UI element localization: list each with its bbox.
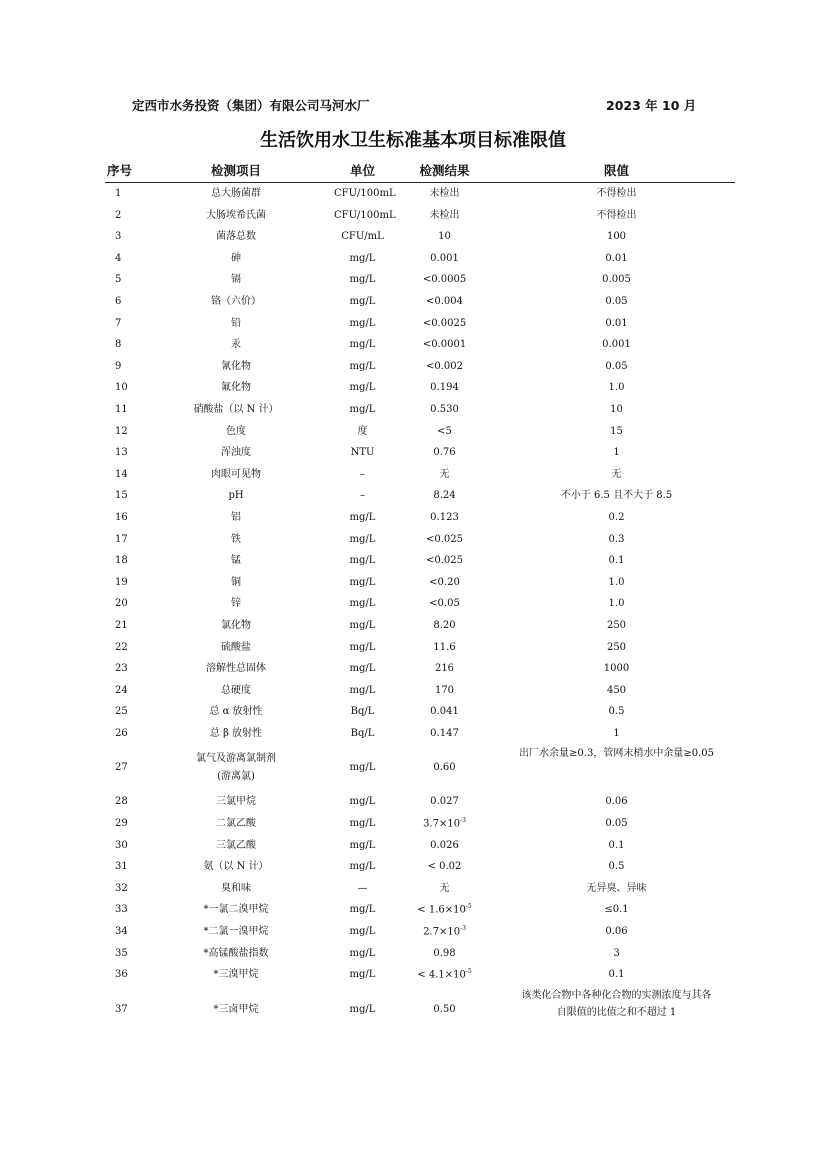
unit-cell: mg/L bbox=[349, 598, 376, 610]
result-cell: 8.20 bbox=[433, 619, 456, 631]
result-cell: <0.002 bbox=[425, 360, 463, 372]
item-name: 总 β 放射性 bbox=[209, 727, 263, 739]
limit-cell: 0.01 bbox=[605, 317, 628, 329]
row-number: 27 bbox=[115, 762, 128, 774]
result-cell bbox=[391, 964, 498, 986]
item-cell bbox=[138, 485, 334, 507]
document-title: 生活饮用水卫生标准基本项目标准限值 bbox=[260, 130, 566, 151]
unit-cell: mg/L bbox=[349, 762, 376, 774]
result-cell: 0.001 bbox=[430, 252, 459, 264]
limit-cell: 0.5 bbox=[608, 706, 625, 718]
column-header-result: 检测结果 bbox=[391, 158, 498, 183]
row-number: 35 bbox=[115, 947, 128, 959]
limit-cell: 0.06 bbox=[605, 796, 628, 808]
row-number: 17 bbox=[115, 533, 128, 545]
limit-cell: 0.5 bbox=[608, 861, 625, 873]
unit-cell: mg/L bbox=[349, 619, 376, 631]
item-cell bbox=[138, 701, 334, 723]
table-row bbox=[105, 744, 735, 791]
result-cell: 无 bbox=[439, 882, 450, 894]
limit-line2: 自限值的比值之和不超过 1 bbox=[556, 1007, 677, 1019]
row-number: 20 bbox=[115, 598, 128, 610]
result-cell: 未检出 bbox=[429, 209, 460, 221]
table-body bbox=[105, 183, 735, 1033]
column-header-limit: 限值 bbox=[498, 158, 735, 183]
result-cell: <5 bbox=[437, 425, 452, 437]
limit-cell: 1.0 bbox=[608, 598, 625, 610]
item-cell bbox=[138, 964, 334, 986]
item-name: 硝酸盐（以 N 计） bbox=[193, 403, 279, 415]
row-number: 34 bbox=[115, 926, 128, 938]
column-header-item: 检测项目 bbox=[138, 158, 334, 183]
limit-line1: 该类化合物中各种化合物的实测浓度与其各 bbox=[521, 989, 712, 1001]
limit-cell: 0.05 bbox=[605, 360, 628, 372]
item-cell bbox=[138, 791, 334, 813]
item-name: 肉眼可见物 bbox=[211, 468, 261, 480]
limit-cell: 0.05 bbox=[605, 296, 628, 308]
table-row bbox=[105, 856, 735, 878]
item-name: 大肠埃希氏菌 bbox=[206, 209, 266, 221]
row-number: 32 bbox=[115, 882, 128, 894]
row-number: 5 bbox=[115, 274, 122, 286]
table-row bbox=[105, 550, 735, 572]
table-row bbox=[105, 636, 735, 658]
result-cell bbox=[391, 921, 498, 943]
table-row bbox=[105, 291, 735, 313]
unit-cell: CFU/100mL bbox=[334, 209, 396, 221]
row-number: 11 bbox=[115, 403, 128, 415]
row-number: 9 bbox=[115, 360, 122, 372]
table-row bbox=[105, 399, 735, 421]
result-value: 2.7×10 bbox=[423, 926, 461, 938]
row-number: 33 bbox=[115, 904, 128, 916]
limit-cell: 250 bbox=[606, 641, 627, 653]
result-cell: <0.05 bbox=[429, 598, 460, 610]
item-name: 铝 bbox=[231, 511, 241, 523]
result-value: 3.7×10 bbox=[423, 818, 461, 830]
row-number: 10 bbox=[115, 382, 128, 394]
row-number: 22 bbox=[115, 641, 128, 653]
unit-cell: – bbox=[360, 468, 365, 480]
item-cell bbox=[138, 356, 334, 378]
row-number: 37 bbox=[115, 1003, 128, 1015]
item-name: 镉 bbox=[231, 274, 241, 286]
limit-cell: 10 bbox=[610, 403, 623, 415]
item-name: 铬（六价） bbox=[211, 296, 261, 308]
result-cell: 未检出 bbox=[429, 188, 460, 200]
row-number: 28 bbox=[115, 796, 128, 808]
limit-cell: 1.0 bbox=[608, 382, 625, 394]
unit-cell: CFU/100mL bbox=[334, 188, 396, 200]
result-value: < 1.6×10 bbox=[417, 904, 466, 916]
item-cell bbox=[138, 986, 334, 1033]
row-number: 8 bbox=[115, 339, 122, 351]
table-row bbox=[105, 377, 735, 399]
result-cell: <0.0001 bbox=[422, 339, 467, 351]
unit-cell: mg/L bbox=[349, 861, 376, 873]
unit-cell: 度 bbox=[357, 425, 368, 437]
item-cell bbox=[138, 291, 334, 313]
table-row bbox=[105, 507, 735, 529]
limit-cell: 无异臭、异味 bbox=[586, 882, 647, 894]
limit-cell: 3 bbox=[613, 947, 620, 959]
item-name: 臭和味 bbox=[221, 882, 251, 894]
item-cell bbox=[138, 399, 334, 421]
table-row bbox=[105, 680, 735, 702]
unit-cell: mg/L bbox=[349, 382, 376, 394]
table-row bbox=[105, 205, 735, 227]
unit-cell: – bbox=[360, 490, 365, 502]
table-row bbox=[105, 943, 735, 965]
result-cell: 0.123 bbox=[430, 511, 459, 523]
result-cell: 0.026 bbox=[430, 839, 459, 851]
limit-cell: 0.005 bbox=[602, 274, 631, 286]
item-cell bbox=[138, 226, 334, 248]
item-name: 锌 bbox=[231, 598, 241, 610]
item-name: 总 α 放射性 bbox=[209, 706, 263, 718]
item-name: 总大肠菌群 bbox=[211, 188, 261, 200]
item-cell bbox=[138, 636, 334, 658]
row-number: 30 bbox=[115, 839, 128, 851]
item-cell bbox=[138, 442, 334, 464]
table-row bbox=[105, 529, 735, 551]
item-name: 色度 bbox=[226, 425, 246, 437]
table-row bbox=[105, 248, 735, 270]
unit-cell: mg/L bbox=[349, 533, 376, 545]
item-name: *高锰酸盐指数 bbox=[203, 947, 269, 959]
result-cell: 170 bbox=[434, 684, 455, 696]
table-row bbox=[105, 791, 735, 813]
limit-cell: 1 bbox=[613, 727, 620, 739]
result-cell: 0.50 bbox=[433, 1003, 456, 1015]
unit-cell: mg/L bbox=[349, 663, 376, 675]
limit-cell: 100 bbox=[606, 231, 627, 243]
item-cell bbox=[138, 248, 334, 270]
table-row bbox=[105, 572, 735, 594]
item-cell bbox=[138, 615, 334, 637]
item-name: 铅 bbox=[231, 317, 241, 329]
table-row bbox=[105, 964, 735, 986]
table-row bbox=[105, 421, 735, 443]
result-cell: 0.147 bbox=[430, 727, 459, 739]
row-number: 7 bbox=[115, 317, 122, 329]
limit-cell: ≤0.1 bbox=[604, 904, 629, 916]
limit-cell: 0.01 bbox=[605, 252, 628, 264]
table-row bbox=[105, 593, 735, 615]
unit-cell: mg/L bbox=[349, 839, 376, 851]
limit-cell: 250 bbox=[606, 619, 627, 631]
row-number: 25 bbox=[115, 706, 128, 718]
result-cell: 0.76 bbox=[433, 447, 456, 459]
row-number: 19 bbox=[115, 576, 128, 588]
unit-cell: mg/L bbox=[349, 296, 376, 308]
unit-cell: mg/L bbox=[349, 360, 376, 372]
item-cell bbox=[138, 856, 334, 878]
limit-cell: 15 bbox=[610, 425, 623, 437]
column-header-number: 序号 bbox=[105, 158, 138, 183]
item-cell bbox=[138, 680, 334, 702]
table-row bbox=[105, 269, 735, 291]
limit-cell: 0.2 bbox=[608, 511, 625, 523]
limit-cell: 1 bbox=[613, 447, 620, 459]
result-cell: 0.041 bbox=[430, 706, 459, 718]
table-row bbox=[105, 813, 735, 835]
item-cell bbox=[138, 835, 334, 857]
result-cell: 11.6 bbox=[433, 641, 456, 653]
item-name-line2: (游离氯) bbox=[217, 770, 255, 782]
result-cell: 8.24 bbox=[433, 490, 456, 502]
row-number: 1 bbox=[115, 188, 122, 200]
standards-table bbox=[105, 158, 735, 1033]
row-number: 3 bbox=[115, 231, 122, 243]
row-number: 12 bbox=[115, 425, 128, 437]
result-cell: < 0.02 bbox=[427, 861, 462, 873]
item-name: 氯化物 bbox=[221, 619, 251, 631]
row-number: 36 bbox=[115, 969, 128, 981]
unit-cell: CFU/mL bbox=[341, 231, 384, 243]
item-name: 汞 bbox=[231, 339, 241, 351]
result-cell: 10 bbox=[438, 231, 451, 243]
row-number: 26 bbox=[115, 727, 128, 739]
item-cell bbox=[138, 507, 334, 529]
unit-cell: mg/L bbox=[349, 274, 376, 286]
item-cell bbox=[138, 593, 334, 615]
item-name: *三卤甲烷 bbox=[213, 1003, 259, 1015]
result-cell: 0.60 bbox=[433, 762, 456, 774]
table-row bbox=[105, 701, 735, 723]
table-row bbox=[105, 723, 735, 745]
limit-cell: 0.3 bbox=[608, 533, 625, 545]
limit-cell: 450 bbox=[606, 684, 627, 696]
item-name: 氨（以 N 计） bbox=[203, 861, 269, 873]
result-cell: 0.530 bbox=[430, 403, 459, 415]
unit-cell: mg/L bbox=[349, 511, 376, 523]
result-cell: <0.025 bbox=[425, 533, 463, 545]
item-name: *三溴甲烷 bbox=[213, 969, 259, 981]
item-cell bbox=[138, 269, 334, 291]
row-number: 23 bbox=[115, 663, 128, 675]
table-row bbox=[105, 334, 735, 356]
item-cell bbox=[138, 921, 334, 943]
limit-cell: 出厂水余量≥0.3，管网末梢水中余量≥0.05 bbox=[519, 748, 714, 760]
limit-cell: 无 bbox=[611, 468, 622, 480]
item-cell bbox=[138, 313, 334, 335]
unit-cell: Bq/L bbox=[350, 727, 375, 739]
column-header-unit: 单位 bbox=[334, 158, 391, 183]
item-cell bbox=[138, 421, 334, 443]
table-header-row bbox=[105, 158, 735, 183]
item-cell bbox=[138, 899, 334, 921]
item-cell bbox=[138, 813, 334, 835]
item-name: 三氯甲烷 bbox=[216, 796, 256, 808]
limit-cell: 0.1 bbox=[608, 839, 625, 851]
item-name: 溶解性总固体 bbox=[206, 663, 266, 675]
limit-cell: 0.001 bbox=[602, 339, 631, 351]
table-row bbox=[105, 356, 735, 378]
item-name: 总硬度 bbox=[221, 684, 251, 696]
limit-cell: 不小于 6.5 且不大于 8.5 bbox=[560, 490, 673, 502]
table-row bbox=[105, 878, 735, 900]
organization-name: 定西市水务投资（集团）有限公司马河水厂 bbox=[132, 98, 370, 113]
item-name: 锰 bbox=[231, 555, 241, 567]
result-cell bbox=[391, 899, 498, 921]
table-row bbox=[105, 183, 735, 205]
result-cell: <0.0005 bbox=[422, 274, 467, 286]
result-cell: <0.0025 bbox=[422, 317, 467, 329]
limit-cell: 0.05 bbox=[605, 818, 628, 830]
item-cell bbox=[138, 744, 334, 791]
result-cell: <0.20 bbox=[429, 576, 460, 588]
result-cell bbox=[391, 813, 498, 835]
unit-cell: Bq/L bbox=[350, 706, 375, 718]
result-cell: <0.025 bbox=[425, 555, 463, 567]
unit-cell: mg/L bbox=[349, 1003, 376, 1015]
table-row bbox=[105, 658, 735, 680]
limit-cell: 0.1 bbox=[608, 969, 625, 981]
table-row bbox=[105, 986, 735, 1033]
result-cell: <0.004 bbox=[425, 296, 463, 308]
row-number: 21 bbox=[115, 619, 128, 631]
item-name: *二氯一溴甲烷 bbox=[203, 926, 269, 938]
table-row bbox=[105, 313, 735, 335]
result-exponent: -3 bbox=[460, 816, 466, 824]
item-name: 三氯乙酸 bbox=[216, 839, 256, 851]
item-name: pH bbox=[228, 490, 244, 502]
table-row bbox=[105, 485, 735, 507]
item-name: 氰化物 bbox=[221, 360, 251, 372]
report-date: 2023 年 10 月 bbox=[606, 98, 697, 113]
item-cell bbox=[138, 529, 334, 551]
row-number: 18 bbox=[115, 555, 128, 567]
row-number: 16 bbox=[115, 511, 128, 523]
table-row bbox=[105, 921, 735, 943]
result-cell: 0.027 bbox=[430, 796, 459, 808]
unit-cell: mg/L bbox=[349, 904, 376, 916]
limit-cell: 0.1 bbox=[608, 555, 625, 567]
table-row bbox=[105, 442, 735, 464]
row-number: 24 bbox=[115, 684, 128, 696]
table-row bbox=[105, 464, 735, 486]
limit-cell: 1000 bbox=[603, 663, 630, 675]
result-cell: 216 bbox=[434, 663, 455, 675]
result-exponent: -5 bbox=[465, 968, 472, 976]
table-row bbox=[105, 226, 735, 248]
item-name: 菌落总数 bbox=[216, 231, 256, 243]
unit-cell: mg/L bbox=[349, 339, 376, 351]
item-cell bbox=[138, 943, 334, 965]
row-number: 13 bbox=[115, 447, 128, 459]
row-number: 14 bbox=[115, 468, 128, 480]
item-cell bbox=[138, 878, 334, 900]
unit-cell: mg/L bbox=[349, 555, 376, 567]
result-cell: 0.194 bbox=[430, 382, 459, 394]
unit-cell: mg/L bbox=[349, 969, 376, 981]
unit-cell: NTU bbox=[350, 447, 375, 459]
row-number: 4 bbox=[115, 252, 122, 264]
unit-cell: mg/L bbox=[349, 796, 376, 808]
row-number: 31 bbox=[115, 861, 128, 873]
unit-cell: mg/L bbox=[349, 684, 376, 696]
item-name: 氟化物 bbox=[221, 382, 251, 394]
limit-cell: 0.06 bbox=[605, 926, 628, 938]
row-number: 2 bbox=[115, 209, 122, 221]
item-cell bbox=[138, 723, 334, 745]
unit-cell: mg/L bbox=[349, 641, 376, 653]
table-row bbox=[105, 899, 735, 921]
row-number: 6 bbox=[115, 296, 122, 308]
item-cell bbox=[138, 658, 334, 680]
unit-cell: — bbox=[357, 882, 368, 894]
item-cell bbox=[138, 464, 334, 486]
item-cell bbox=[138, 377, 334, 399]
item-cell bbox=[138, 550, 334, 572]
limit-cell: 不得检出 bbox=[596, 209, 637, 221]
result-cell: 0.98 bbox=[433, 947, 456, 959]
unit-cell: mg/L bbox=[349, 926, 376, 938]
item-name: *一氯二溴甲烷 bbox=[203, 904, 269, 916]
result-value: < 4.1×10 bbox=[417, 969, 466, 981]
item-name: 硫酸盐 bbox=[221, 641, 251, 653]
limit-cell: 不得检出 bbox=[596, 188, 637, 200]
row-number: 15 bbox=[115, 490, 128, 502]
item-name: 铜 bbox=[231, 576, 241, 588]
table-row bbox=[105, 615, 735, 637]
result-exponent: -5 bbox=[465, 903, 472, 911]
item-name: 铁 bbox=[231, 533, 241, 545]
item-cell bbox=[138, 205, 334, 227]
result-exponent: -3 bbox=[460, 924, 466, 932]
document-header bbox=[0, 96, 826, 114]
item-name: 砷 bbox=[231, 252, 241, 264]
unit-cell: mg/L bbox=[349, 818, 376, 830]
limit-cell: 1.0 bbox=[608, 576, 625, 588]
result-cell: 无 bbox=[439, 468, 450, 480]
item-cell bbox=[138, 572, 334, 594]
unit-cell: mg/L bbox=[349, 252, 376, 264]
item-name: 氯气及游离氯制剂 bbox=[196, 753, 276, 765]
unit-cell: mg/L bbox=[349, 947, 376, 959]
item-name: 浑浊度 bbox=[221, 447, 251, 459]
item-cell bbox=[138, 183, 334, 205]
limit-cell bbox=[498, 986, 735, 1033]
unit-cell: mg/L bbox=[349, 576, 376, 588]
unit-cell: mg/L bbox=[349, 403, 376, 415]
table-row bbox=[105, 835, 735, 857]
item-name: 二氯乙酸 bbox=[216, 818, 256, 830]
row-number: 29 bbox=[115, 818, 128, 830]
item-cell bbox=[138, 334, 334, 356]
unit-cell: mg/L bbox=[349, 317, 376, 329]
